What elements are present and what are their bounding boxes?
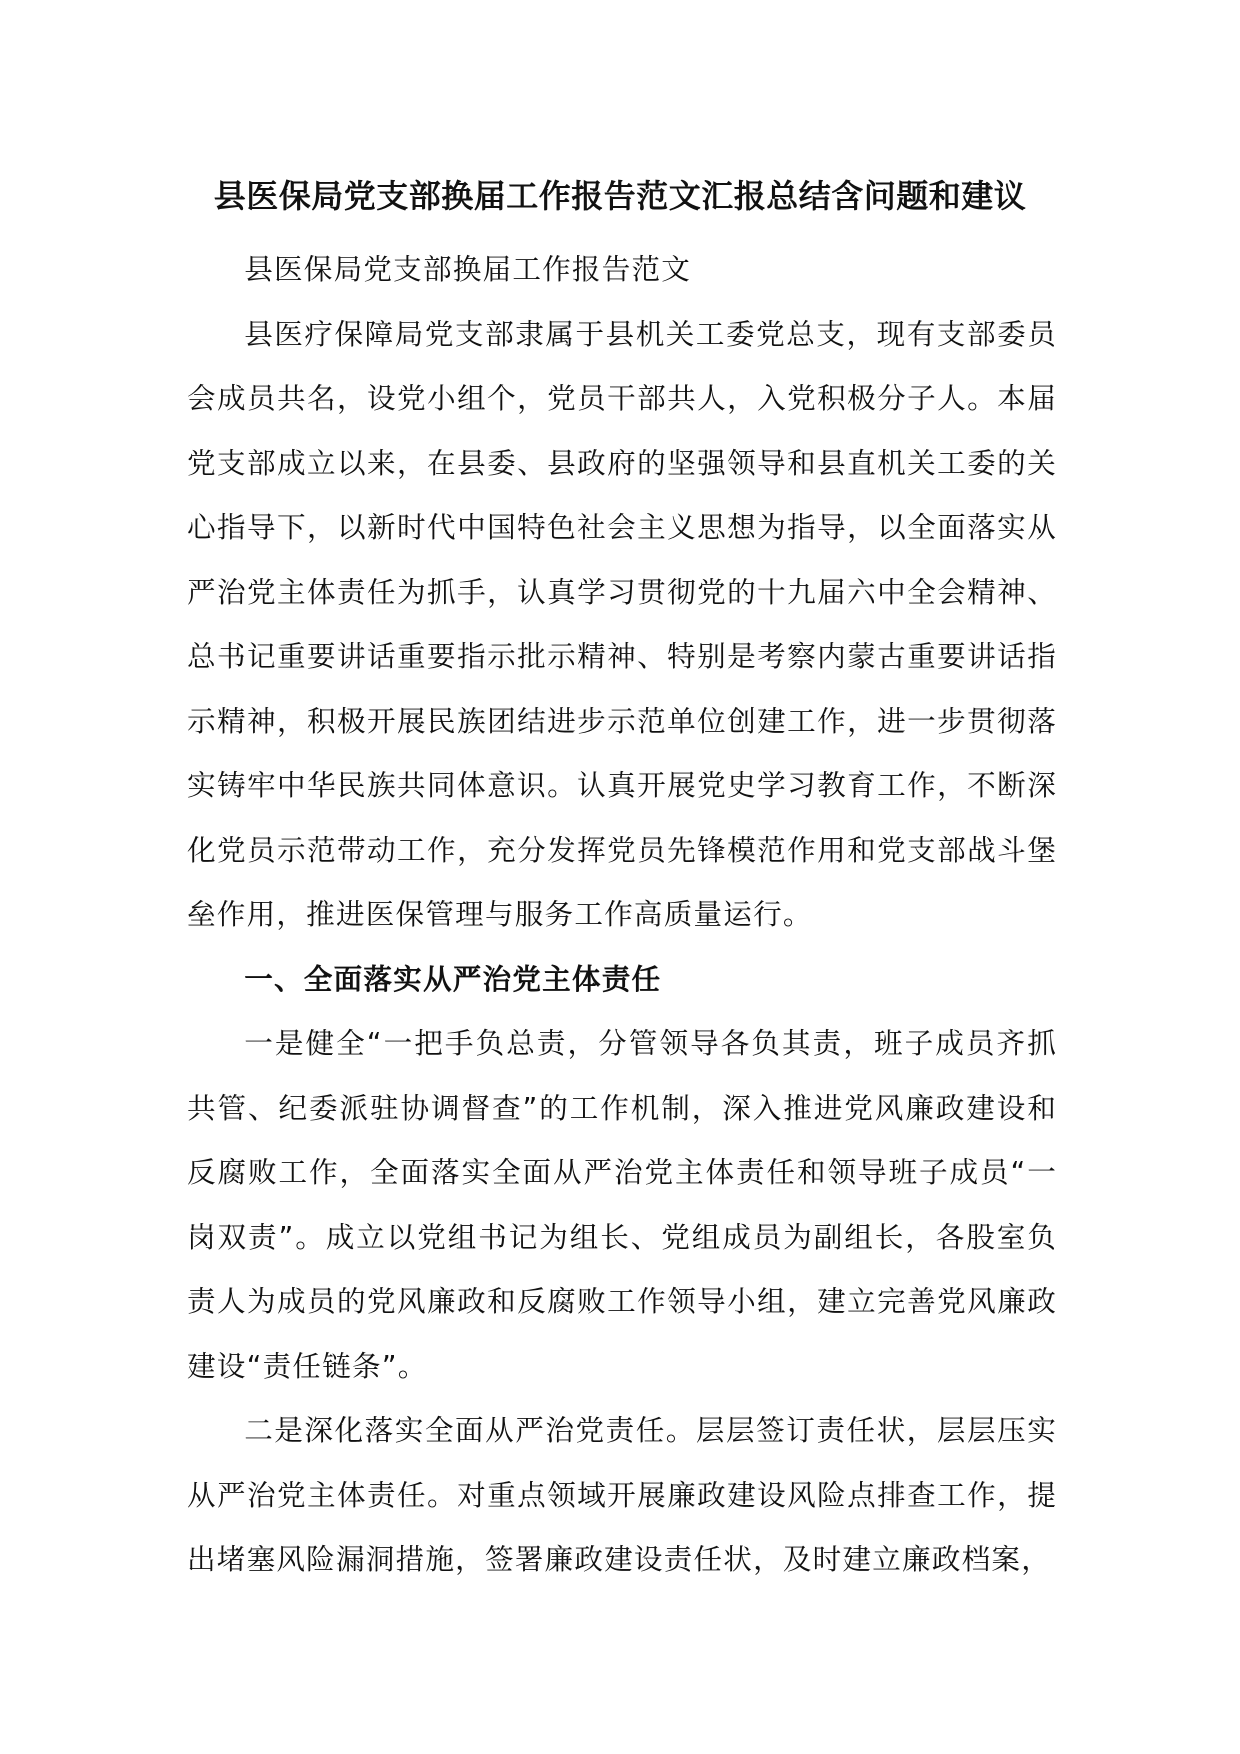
document-title: 县医保局党支部换届工作报告范文汇报总结含问题和建议 [213,177,1027,215]
section-heading: 一、全面落实从严治党主体责任 [244,961,662,996]
document-body [187,237,1057,1592]
document-subtitle: 县医保局党支部换届工作报告范文 [244,252,692,286]
section-paragraph-1: 一是健全“一把手负总责，分管领导各负其责，班子成员齐抓共管、纪委派驻协调督查”的工作机制，深入推进党风廉政建设和反腐败工作，全面落实全面从严治党主体责任和领导班子成员“一岗双责”。成立以党组书记为组长、党组成员为副组长，各股室负责人为成员的党风廉政和反腐败工作领导小组，建立完善党风廉政建设“责任链条”。 [187,1026,1057,1383]
section-paragraph-2: 二是深化落实全面从严治党责任。层层签订责任状，层层压实从严治党主体责任。对重点领域开展廉政建设风险点排查工作，提出堵塞风险漏洞措施，签署廉政建设责任状，及时建立廉政档案， [187,1413,1057,1576]
intro-paragraph: 县医疗保障局党支部隶属于县机关工委党总支，现有支部委员会成员共名，设党小组个，党员干部共人，入党积极分子人。本届党支部成立以来，在县委、县政府的坚强领导和县直机关工委的关心指导下，以新时代中国特色社会主义思想为指导，以全面落实从严治党主体责任为抓手，认真学习贯彻党的十九届六中全会精神、总书记重要讲话重要指示批示精神、特别是考察内蒙古重要讲话指示精神，积极开展民族团结进步示范单位创建工作，进一步贯彻落实铸牢中华民族共同体意识。认真开展党史学习教育工作，不断深化党员示范带动工作，充分发挥党员先锋模范作用和党支部战斗堡垒作用，推进医保管理与服务工作高质量运行。 [187,316,1057,931]
